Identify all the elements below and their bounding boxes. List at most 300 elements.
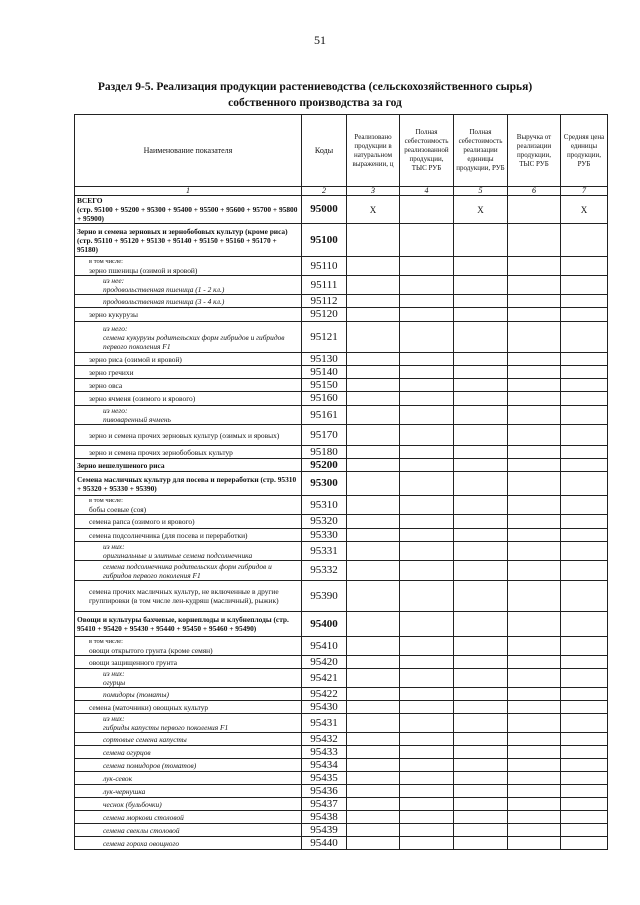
row-code: 95121 (302, 322, 347, 353)
indicator-name: семена помидоров (томатов) (103, 760, 197, 770)
indicator-name-continued: бобы соевые (соя) (89, 505, 147, 514)
table-row (75, 785, 608, 798)
value-cell-c7 (561, 308, 608, 322)
value-cell-c3 (347, 308, 400, 322)
table-row (75, 612, 608, 637)
value-cell-c6 (508, 322, 561, 353)
table-row (75, 366, 608, 379)
table-row (75, 798, 608, 811)
value-cell-c7 (561, 257, 608, 276)
value-cell-c6 (508, 772, 561, 785)
row-code: 95320 (302, 515, 347, 529)
value-cell-c4 (400, 196, 454, 224)
value-cell-c4 (400, 824, 454, 837)
value-cell-c3 (347, 772, 400, 785)
indicator-name-cell (75, 772, 302, 785)
value-cell-c3 (347, 811, 400, 824)
indicator-name-continued: зерно пшеницы (озимой и яровой) (89, 266, 198, 275)
value-cell-c5 (454, 515, 508, 529)
row-code: 95110 (302, 257, 347, 276)
column-number: 5 (454, 187, 508, 196)
value-cell-c7 (561, 837, 608, 850)
table-row (75, 515, 608, 529)
table-row (75, 276, 608, 295)
indicator-name: лук-чернушка (103, 786, 146, 796)
value-cell-c3 (347, 824, 400, 837)
row-code: 95130 (302, 353, 347, 366)
column-number: 7 (561, 187, 608, 196)
value-cell-c4 (400, 459, 454, 472)
value-cell-c7 (561, 759, 608, 772)
value-cell-c7 (561, 406, 608, 425)
table-row (75, 459, 608, 472)
value-cell-c3 (347, 425, 400, 446)
table-row (75, 824, 608, 837)
indicator-name-continued: продовольственная пшеница (1 - 2 кл.) (103, 285, 225, 294)
value-cell-c5 (454, 496, 508, 515)
indicator-name: семена гороха овощного (103, 838, 180, 848)
indicator-name: из них: (103, 542, 125, 551)
indicator-name-cell (75, 379, 302, 392)
value-cell-c6 (508, 196, 561, 224)
indicator-name: семена рапса (озимого и ярового) (89, 517, 195, 526)
table-row (75, 811, 608, 824)
indicator-name: чеснок (бульбочки) (103, 799, 162, 809)
value-cell-c5 (454, 612, 508, 637)
value-cell-c3 (347, 612, 400, 637)
indicator-name: зерно риса (озимой и яровой) (89, 354, 182, 364)
value-cell-c5 (454, 425, 508, 446)
value-cell-c5 (454, 714, 508, 733)
table-row (75, 322, 608, 353)
value-cell-c6 (508, 798, 561, 811)
value-cell-c5 (454, 529, 508, 542)
value-cell-c6 (508, 353, 561, 366)
row-code: 95437 (302, 798, 347, 811)
value-cell-c7 (561, 276, 608, 295)
value-cell-c3 (347, 701, 400, 714)
value-cell-c6 (508, 425, 561, 446)
value-cell-c3 (347, 515, 400, 529)
value-cell-c7 (561, 772, 608, 785)
value-cell-c7 (561, 669, 608, 688)
value-cell-c6 (508, 224, 561, 257)
indicator-name: семена (маточники) овощных культур (89, 702, 209, 712)
indicator-name: Зерно и семена зерновых и зернобобовых культур (кроме риса) (стр. 95110 + 95120 + 95130 + 95140 + 95150 + 95160 + 95170 + 95180) (77, 226, 288, 254)
table-row (75, 733, 608, 746)
indicator-name-cell (75, 759, 302, 772)
value-cell-c6 (508, 276, 561, 295)
value-cell-c5 (454, 366, 508, 379)
indicator-name: в том числе: (89, 638, 123, 645)
table-row (75, 542, 608, 561)
table-row (75, 379, 608, 392)
value-cell-c4 (400, 542, 454, 561)
value-cell-c5 (454, 392, 508, 406)
indicator-name: из него: (103, 406, 128, 415)
value-cell-c5 (454, 561, 508, 581)
value-cell-c4 (400, 637, 454, 656)
value-cell-c3 (347, 837, 400, 850)
value-cell-c7 (561, 322, 608, 353)
indicator-name-continued: пивоваренный ячмень (103, 415, 171, 424)
row-code: 95431 (302, 714, 347, 733)
value-cell-c4 (400, 276, 454, 295)
column-number: 4 (400, 187, 454, 196)
row-code: 95430 (302, 701, 347, 714)
row-code: 95310 (302, 496, 347, 515)
value-cell-c5 (454, 656, 508, 669)
table-row (75, 496, 608, 515)
header-full-cost: Полная себестоимость реализованной продукции, ТЫС РУБ (400, 115, 454, 187)
table-row (75, 257, 608, 276)
value-cell-c7 (561, 688, 608, 701)
value-cell-c5 (454, 824, 508, 837)
value-cell-c4 (400, 746, 454, 759)
value-cell-c6 (508, 581, 561, 612)
indicator-name: семена моркови столовой (103, 812, 184, 822)
indicator-name-cell (75, 496, 302, 515)
value-cell-c6 (508, 459, 561, 472)
value-cell-c6 (508, 824, 561, 837)
value-cell-c5: X (454, 196, 508, 224)
indicator-name: лук-севок (103, 773, 133, 783)
value-cell-c4 (400, 392, 454, 406)
value-cell-c5 (454, 542, 508, 561)
row-code: 95330 (302, 529, 347, 542)
value-cell-c7 (561, 353, 608, 366)
table-row (75, 446, 608, 459)
value-cell-c3 (347, 785, 400, 798)
section-title-line-2: собственного производства за год (228, 97, 402, 109)
row-code: 95332 (302, 561, 347, 581)
table-row (75, 688, 608, 701)
value-cell-c3 (347, 542, 400, 561)
value-cell-c6 (508, 785, 561, 798)
indicator-name: зерно и семена прочих зернобобовых культур (89, 447, 233, 457)
indicator-name-cell (75, 308, 302, 322)
value-cell-c3 (347, 276, 400, 295)
row-code: 95438 (302, 811, 347, 824)
table-row (75, 772, 608, 785)
value-cell-c7 (561, 637, 608, 656)
value-cell-c6 (508, 811, 561, 824)
indicator-name-cell (75, 353, 302, 366)
value-cell-c5 (454, 308, 508, 322)
value-cell-c6 (508, 637, 561, 656)
header-revenue: Выручка от реализации продукции, ТЫС РУБ (508, 115, 561, 187)
value-cell-c4 (400, 701, 454, 714)
value-cell-c7 (561, 529, 608, 542)
value-cell-c6 (508, 837, 561, 850)
row-code: 95170 (302, 425, 347, 446)
section-title (80, 79, 550, 111)
value-cell-c6 (508, 366, 561, 379)
value-cell-c4 (400, 714, 454, 733)
row-code: 95422 (302, 688, 347, 701)
indicator-name-continued: овощи открытого грунта (кроме семян) (89, 646, 213, 655)
table-row (75, 295, 608, 308)
indicator-name-cell (75, 785, 302, 798)
value-cell-c7 (561, 542, 608, 561)
indicator-name: из них: (103, 714, 125, 723)
value-cell-c6 (508, 379, 561, 392)
value-cell-c5 (454, 379, 508, 392)
value-cell-c3 (347, 637, 400, 656)
indicator-name-cell (75, 446, 302, 459)
indicator-name-cell (75, 529, 302, 542)
value-cell-c4 (400, 798, 454, 811)
value-cell-c6 (508, 257, 561, 276)
value-cell-c7 (561, 811, 608, 824)
value-cell-c7 (561, 459, 608, 472)
indicator-name-continued: оригинальные и элитные семена подсолнечника (103, 551, 253, 560)
value-cell-c6 (508, 612, 561, 637)
value-cell-c3 (347, 714, 400, 733)
indicator-name: зерно овса (89, 380, 123, 390)
value-cell-c5 (454, 837, 508, 850)
value-cell-c3 (347, 798, 400, 811)
value-cell-c3 (347, 746, 400, 759)
value-cell-c6 (508, 496, 561, 515)
value-cell-c4 (400, 733, 454, 746)
indicator-name-cell (75, 425, 302, 446)
value-cell-c5 (454, 581, 508, 612)
value-cell-c5 (454, 322, 508, 353)
table-row (75, 196, 608, 224)
row-code: 95421 (302, 669, 347, 688)
value-cell-c5 (454, 353, 508, 366)
value-cell-c5 (454, 257, 508, 276)
header-sold-quantity: Реализовано продукции в натуральном выражении, ц (347, 115, 400, 187)
value-cell-c4 (400, 561, 454, 581)
table-row (75, 581, 608, 612)
indicator-name-cell (75, 714, 302, 733)
indicator-name-cell (75, 837, 302, 850)
value-cell-c6 (508, 295, 561, 308)
row-code: 95300 (302, 472, 347, 496)
value-cell-c7 (561, 392, 608, 406)
row-code: 95439 (302, 824, 347, 837)
table-body (75, 196, 608, 850)
value-cell-c5 (454, 669, 508, 688)
table-row (75, 406, 608, 425)
row-code: 95150 (302, 379, 347, 392)
value-cell-c6 (508, 733, 561, 746)
value-cell-c4 (400, 308, 454, 322)
value-cell-c4 (400, 688, 454, 701)
row-code: 95160 (302, 392, 347, 406)
value-cell-c3 (347, 224, 400, 257)
value-cell-c4 (400, 472, 454, 496)
value-cell-c4 (400, 322, 454, 353)
indicator-name-cell (75, 406, 302, 425)
indicator-name-cell (75, 637, 302, 656)
value-cell-c4 (400, 811, 454, 824)
header-row (75, 115, 608, 187)
value-cell-c4 (400, 759, 454, 772)
value-cell-c3 (347, 406, 400, 425)
value-cell-c3 (347, 688, 400, 701)
value-cell-c3 (347, 366, 400, 379)
indicator-name-cell (75, 824, 302, 837)
value-cell-c6 (508, 561, 561, 581)
value-cell-c5 (454, 446, 508, 459)
value-cell-c5 (454, 772, 508, 785)
indicator-name-cell (75, 196, 302, 224)
indicator-name: в том числе: (89, 258, 123, 265)
value-cell-c3 (347, 561, 400, 581)
table-row (75, 637, 608, 656)
value-cell-c7 (561, 581, 608, 612)
indicator-name: семена подсолнечника (для посева и переработки) (89, 530, 248, 540)
indicator-name-cell (75, 746, 302, 759)
indicator-name-cell (75, 459, 302, 472)
value-cell-c6 (508, 446, 561, 459)
indicator-name-cell (75, 542, 302, 561)
row-code: 95161 (302, 406, 347, 425)
value-cell-c5 (454, 637, 508, 656)
row-code: 95433 (302, 746, 347, 759)
value-cell-c6 (508, 392, 561, 406)
row-code: 95180 (302, 446, 347, 459)
value-cell-c7 (561, 798, 608, 811)
row-code: 95435 (302, 772, 347, 785)
value-cell-c3 (347, 257, 400, 276)
table-row (75, 656, 608, 669)
row-code: 95410 (302, 637, 347, 656)
table-row (75, 714, 608, 733)
value-cell-c3 (347, 392, 400, 406)
value-cell-c6 (508, 688, 561, 701)
value-cell-c3 (347, 496, 400, 515)
indicator-name: семена подсолнечника родительских форм гибридов и гибридов первого поколения F1 (103, 561, 272, 580)
indicator-name-cell (75, 733, 302, 746)
value-cell-c7 (561, 656, 608, 669)
column-number-row (75, 187, 608, 196)
value-cell-c4 (400, 785, 454, 798)
indicator-name: семена свеклы столовой (103, 825, 180, 835)
indicator-name-cell (75, 688, 302, 701)
value-cell-c4 (400, 656, 454, 669)
value-cell-c5 (454, 759, 508, 772)
table-row (75, 425, 608, 446)
value-cell-c4 (400, 612, 454, 637)
value-cell-c4 (400, 446, 454, 459)
value-cell-c4 (400, 581, 454, 612)
value-cell-c7 (561, 746, 608, 759)
indicator-name: из нее: (103, 276, 125, 285)
indicator-name: семена прочих масличных культур, не включенные в другие группировки (в том числе лен-кудряш (масличный), рыжик) (89, 587, 279, 605)
row-code: 95440 (302, 837, 347, 850)
indicator-name: Семена масличных культур для посева и переработки (стр. 95310 + 95320 + 95330 + 95390) (77, 474, 297, 493)
value-cell-c6 (508, 515, 561, 529)
value-cell-c7 (561, 714, 608, 733)
table-row (75, 561, 608, 581)
indicator-name-cell (75, 701, 302, 714)
indicator-name-cell (75, 276, 302, 295)
indicator-name: сортовые семена капусты (103, 734, 187, 744)
row-code: 95112 (302, 295, 347, 308)
value-cell-c5 (454, 701, 508, 714)
value-cell-c4 (400, 425, 454, 446)
row-code: 95434 (302, 759, 347, 772)
value-cell-c4 (400, 224, 454, 257)
value-cell-c5 (454, 811, 508, 824)
header-indicator-name: Наименование показателя (75, 115, 302, 187)
indicator-name: зерно кукурузы (89, 310, 138, 319)
value-cell-c3 (347, 472, 400, 496)
report-table (74, 114, 608, 850)
row-code: 95400 (302, 612, 347, 637)
value-cell-c7 (561, 224, 608, 257)
indicator-name: помидоры (томаты) (103, 689, 169, 699)
value-cell-c4 (400, 496, 454, 515)
value-cell-c6 (508, 308, 561, 322)
indicator-name: Овощи и культуры бахчевые, корнеплоды и клубнеплоды (стр. 95410 + 95420 + 95430 + 95440 + 95450 + 95460 + 95490) (77, 615, 289, 633)
value-cell-c7 (561, 472, 608, 496)
value-cell-c4 (400, 353, 454, 366)
value-cell-c4 (400, 295, 454, 308)
indicator-name-continued: гибриды капусты первого поколения F1 (103, 723, 229, 732)
indicator-name-continued: огурцы (103, 678, 126, 687)
row-code: 95000 (302, 196, 347, 224)
value-cell-c5 (454, 224, 508, 257)
indicator-name-cell (75, 224, 302, 257)
column-number: 3 (347, 187, 400, 196)
value-cell-c5 (454, 472, 508, 496)
value-cell-c5 (454, 459, 508, 472)
indicator-name-cell (75, 811, 302, 824)
value-cell-c5 (454, 785, 508, 798)
value-cell-c4 (400, 379, 454, 392)
value-cell-c5 (454, 276, 508, 295)
column-number: 1 (75, 187, 302, 196)
row-code: 95111 (302, 276, 347, 295)
table-row (75, 529, 608, 542)
row-code: 95390 (302, 581, 347, 612)
value-cell-c3: X (347, 196, 400, 224)
value-cell-c3 (347, 669, 400, 688)
indicator-name-cell (75, 322, 302, 353)
value-cell-c7 (561, 425, 608, 446)
column-number: 6 (508, 187, 561, 196)
value-cell-c6 (508, 746, 561, 759)
indicator-name: Зерно нешелушеного риса (77, 460, 165, 470)
row-code: 95100 (302, 224, 347, 257)
value-cell-c4 (400, 529, 454, 542)
value-cell-c6 (508, 406, 561, 425)
value-cell-c4 (400, 837, 454, 850)
value-cell-c3 (347, 529, 400, 542)
value-cell-c5 (454, 295, 508, 308)
value-cell-c7 (561, 446, 608, 459)
value-cell-c3 (347, 759, 400, 772)
table-row (75, 224, 608, 257)
indicator-name-cell (75, 798, 302, 811)
value-cell-c4 (400, 772, 454, 785)
indicator-name-cell (75, 561, 302, 581)
value-cell-c3 (347, 379, 400, 392)
value-cell-c6 (508, 529, 561, 542)
value-cell-c7 (561, 379, 608, 392)
indicator-name: продовольственная пшеница (3 - 4 кл.) (103, 296, 225, 306)
row-code: 95331 (302, 542, 347, 561)
value-cell-c6 (508, 542, 561, 561)
value-cell-c5 (454, 746, 508, 759)
value-cell-c7 (561, 701, 608, 714)
indicator-name-cell (75, 392, 302, 406)
